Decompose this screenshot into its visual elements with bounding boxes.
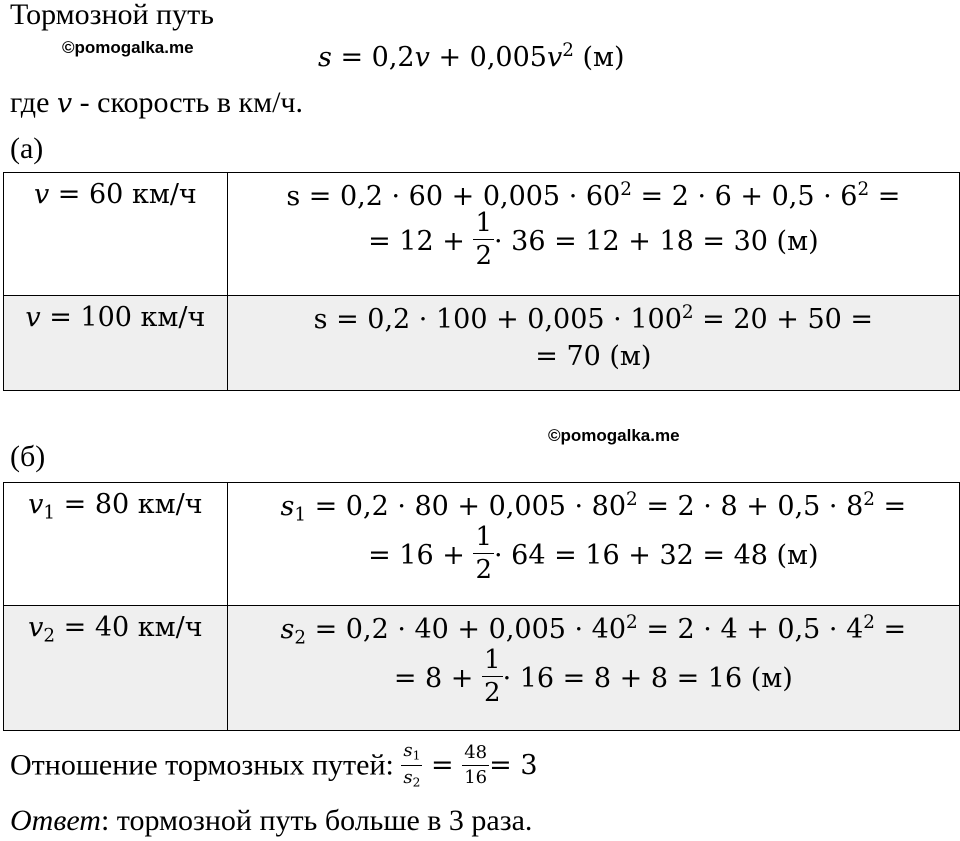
answer-text: : тормозной путь больше в 3 раза. — [100, 804, 533, 837]
condition-text: $v_1 = 80$ км/ч — [28, 489, 203, 524]
calculation-line: $s_2 = 0,2 \cdot 40 + 0,005 \cdot 40^2 = 2 \cdot 4 + 0,5 \cdot 4^2$ = — [280, 612, 907, 649]
calculation-line: $s = 0,2 \cdot 60 + 0,005 \cdot 60^2 = 2 \cdot 6 + 0,5 \cdot 6^2$ = — [286, 179, 901, 213]
calculation-line: = 8 + $\frac{1}{2}$ · 16 = 8 + 8 = 16 (м) — [393, 644, 793, 708]
where-suffix: - скорость в км/ч. — [79, 86, 304, 119]
formula-coef-a: 0,2 — [371, 42, 415, 74]
condition-text: v = 60 км/ч — [33, 179, 197, 210]
ratio-fraction-s: $\frac{s_1}{s_2}$ — [403, 740, 421, 790]
formula-exp: 2 — [562, 40, 574, 61]
ratio-line: Отношение тормозных путей: $\frac{s_1}{s_2}$ = $\frac{48}{16}$ = 3 — [10, 740, 538, 790]
calculation-line: = 12 + $\frac{1}{2}$ · 36 = 12 + 18 = 30 (м) — [368, 208, 819, 272]
formula-var-v2: v — [546, 42, 563, 74]
calculation-line: $s = 0,2 \cdot 100 + 0,005 \cdot 100^2 = 20 + 50$ = — [313, 302, 874, 336]
calculation-line: = 16 + $\frac{1}{2}$ · 64 = 16 + 32 = 48 (м) — [368, 521, 819, 585]
answer-label: Ответ — [10, 804, 101, 837]
where-prefix: где — [10, 86, 50, 119]
where-line — [10, 86, 303, 120]
calculation-cell — [227, 296, 959, 391]
calculation-line: $s_1 = 0,2 \cdot 80 + 0,005 \cdot 80^2 = 2 \cdot 8 + 0,5 \cdot 8^2$ = — [280, 489, 907, 526]
page-title: Тормозной путь — [10, 0, 214, 31]
ratio-result: = 3 — [489, 749, 538, 781]
part-a-label: (а) — [10, 132, 44, 165]
part-a-table — [3, 172, 960, 391]
calculation-cell — [227, 483, 959, 606]
formula-var-v: v — [414, 42, 430, 74]
calculation-cell — [227, 173, 959, 296]
table-row — [4, 606, 960, 731]
table-row — [4, 483, 960, 606]
watermark: ©pomogalka.me — [548, 426, 680, 445]
condition-cell — [4, 483, 228, 606]
formula-coef-b: 0,005 — [469, 42, 547, 74]
answer-line — [10, 804, 532, 838]
calculation-cell — [227, 606, 959, 731]
calculation-line: = 70 (м) — [535, 341, 652, 373]
condition-cell — [4, 173, 228, 296]
formula-unit: (м) — [582, 42, 625, 74]
where-var: v — [56, 88, 73, 119]
ratio-label: Отношение тормозных путей: — [10, 748, 402, 782]
fraction: $\frac{1}{2}$ — [475, 208, 492, 272]
fraction: $\frac{1}{2}$ — [475, 521, 492, 585]
table-row — [4, 296, 960, 391]
part-b-label: (б) — [10, 440, 46, 473]
fraction: $\frac{1}{2}$ — [484, 644, 501, 708]
condition-text: $v_2 = 40$ км/ч — [28, 612, 203, 647]
condition-text: v = 100 км/ч — [25, 302, 206, 333]
table-row — [4, 173, 960, 296]
ratio-fraction-num: $\frac{48}{16}$ — [464, 741, 488, 788]
condition-cell — [4, 606, 228, 731]
formula-var-s: s — [318, 42, 332, 74]
part-b-table — [3, 482, 960, 731]
watermark: ©pomogalka.me — [62, 38, 194, 57]
braking-formula: $s = 0,2v + 0,005v^2$ (м) — [318, 40, 625, 74]
condition-cell — [4, 296, 228, 391]
